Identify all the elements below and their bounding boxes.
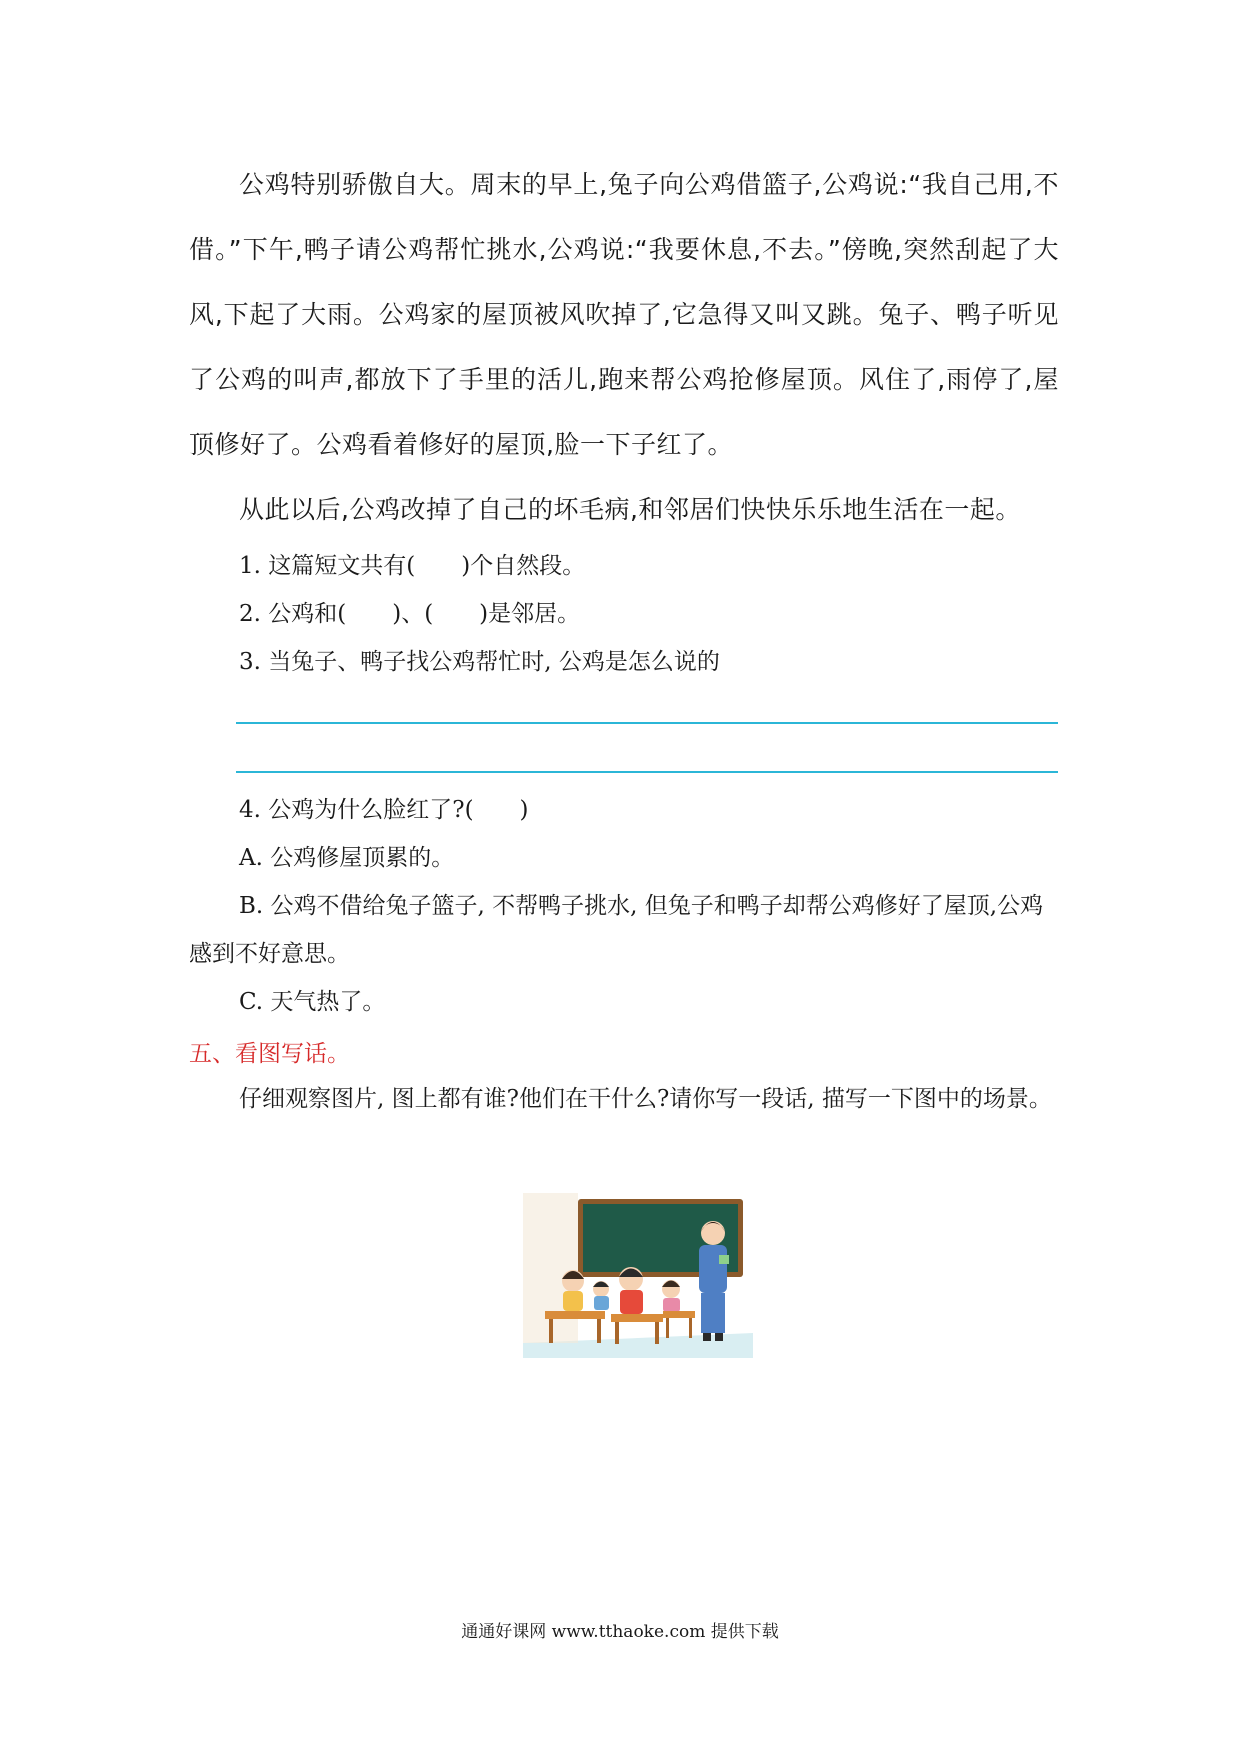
question-2: 2. 公鸡和( )、( )是邻居。 (239, 601, 581, 627)
answer-line-2[interactable] (236, 771, 1058, 773)
questions-block-2 (189, 786, 1059, 1026)
footer-credit: 通通好课网 www.tthaoke.com 提供下载 (461, 1622, 779, 1642)
question-3: 3. 当兔子、鸭子找公鸡帮忙时, 公鸡是怎么说的 (239, 649, 720, 675)
story-paragraph-1: 公鸡特别骄傲自大。周末的早上,兔子向公鸡借篮子,公鸡说:“我自己用,不借。”下午,鸭子请公鸡帮忙挑水,公鸡说:“我要休息,不去。”傍晚,突然刮起了大风,下起了大雨。公鸡家的屋顶被风吹掉了,它急得又叫又跳。兔子、鸭子听见了公鸡的叫声,都放下了手里的活儿,跑来帮公鸡抢修屋顶。风住了,雨停了,屋顶修好了。公鸡看着修好的屋顶,脸一下子红了。 (189, 170, 1059, 459)
section-5-title: 五、看图写话。 (189, 1041, 350, 1067)
answer-line-1[interactable] (236, 722, 1058, 724)
question-4: 4. 公鸡为什么脸红了?( ) (239, 797, 529, 823)
story-paragraph-2: 从此以后,公鸡改掉了自己的坏毛病,和邻居们快快乐乐地生活在一起。 (239, 495, 1021, 524)
question-1: 1. 这篇短文共有( )个自然段。 (239, 553, 586, 579)
option-b: B. 公鸡不借给兔子篮子, 不帮鸭子挑水, 但兔子和鸭子却帮公鸡修好了屋顶,公鸡感到不好意思。 (189, 893, 1044, 967)
option-c: C. 天气热了。 (239, 989, 386, 1015)
section-5-prompt-block (189, 1075, 1059, 1123)
questions-block-1 (189, 542, 1059, 686)
section-5-prompt: 仔细观察图片, 图上都有谁?他们在干什么?请你写一段话, 描写一下图中的场景。 (239, 1086, 1052, 1112)
classroom-illustration (523, 1193, 753, 1358)
option-a: A. 公鸡修屋顶累的。 (239, 845, 455, 871)
story-text (189, 152, 1059, 542)
